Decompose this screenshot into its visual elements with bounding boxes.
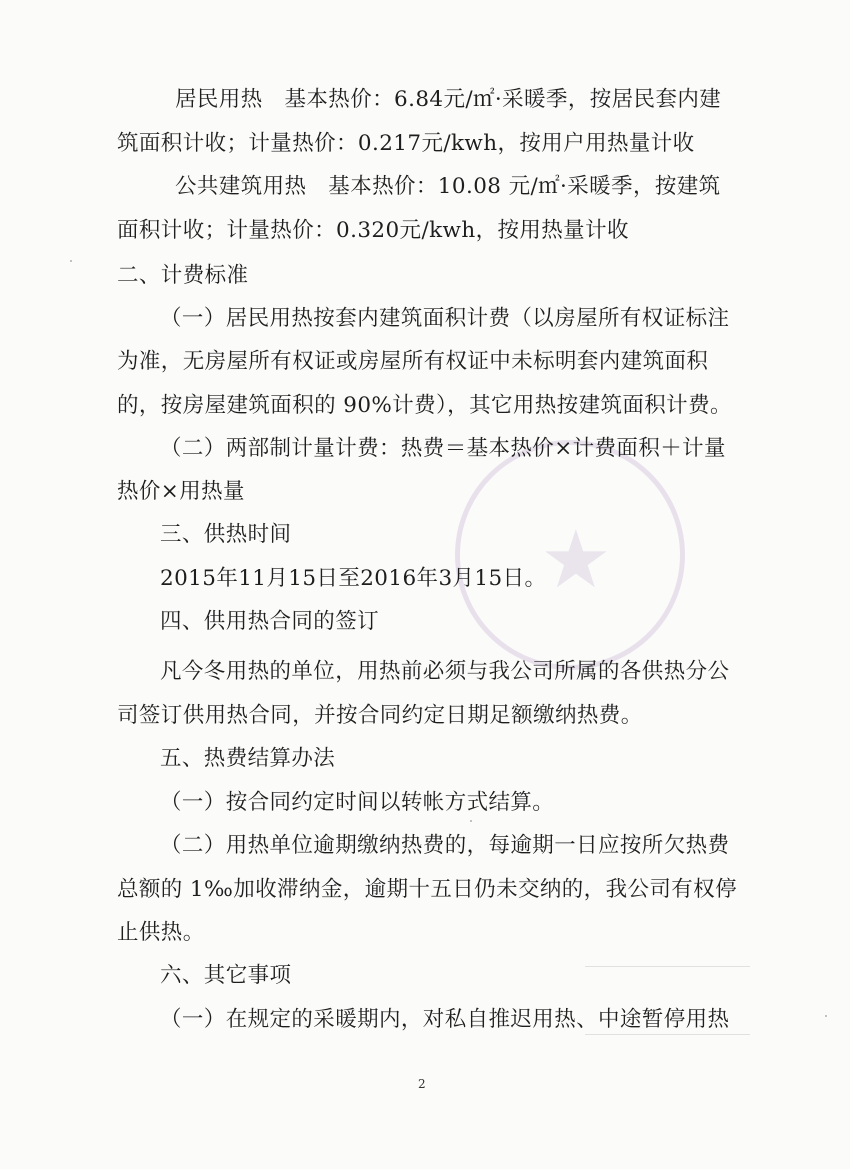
section-heading: 二、计费标准 bbox=[117, 263, 249, 288]
text-line: （一）按合同约定时间以转帐方式结算。 bbox=[160, 790, 555, 815]
text-line: 的，按房屋建筑面积的 90%计费），其它用热按建筑面积计费。 bbox=[117, 393, 732, 418]
scan-speck bbox=[70, 260, 72, 262]
text-line: 为准，无房屋所有权证或房屋所有权证中未标明套内建筑面积 bbox=[117, 349, 709, 374]
text-line: 司签订供用热合同，并按合同约定日期足额缴纳热费。 bbox=[117, 703, 643, 728]
text-line: 2015年11月15日至2016年3月15日。 bbox=[160, 566, 547, 591]
text-line: 凡今冬用热的单位，用热前必须与我公司所属的各供热分公 bbox=[160, 659, 730, 684]
text-line: 面积计收；计量热价：0.320元/kwh，按用热量计收 bbox=[117, 218, 629, 243]
text-line: （二）两部制计量计费：热费＝基本热价×计费面积＋计量 bbox=[160, 436, 726, 461]
bleed-through-rule bbox=[585, 966, 750, 967]
text-line: 筑面积计收；计量热价：0.217元/kwh，按用户用热量计收 bbox=[117, 131, 695, 156]
page-number: 2 bbox=[418, 1077, 426, 1091]
text-line: （二）用热单位逾期缴纳热费的，每逾期一日应按所欠热费 bbox=[160, 833, 730, 858]
text-line: 总额的 1‰加收滞纳金，逾期十五日仍未交纳的，我公司有权停 bbox=[117, 877, 737, 902]
section-heading: 三、供热时间 bbox=[160, 522, 292, 547]
section-heading: 五、热费结算办法 bbox=[160, 746, 336, 771]
text-line: 公共建筑用热 基本热价：10.08 元/㎡·采暖季，按建筑 bbox=[175, 174, 721, 199]
text-line: （一）居民用热按套内建筑面积计费（以房屋所有权证标注 bbox=[160, 306, 730, 331]
text-line: 居民用热 基本热价：6.84元/㎡·采暖季，按居民套内建 bbox=[175, 87, 722, 112]
section-heading: 四、供用热合同的签订 bbox=[160, 609, 380, 634]
section-heading: 六、其它事项 bbox=[160, 963, 292, 988]
bleed-through-rule bbox=[585, 1034, 750, 1035]
scan-speck bbox=[470, 820, 472, 822]
scan-speck bbox=[825, 1015, 827, 1017]
text-line: 热价×用热量 bbox=[117, 479, 245, 504]
text-line: 止供热。 bbox=[117, 920, 205, 945]
text-line: （一）在规定的采暖期内，对私自推迟用热、中途暂停用热 bbox=[160, 1007, 730, 1032]
seal-star-icon: ★ bbox=[540, 513, 612, 606]
